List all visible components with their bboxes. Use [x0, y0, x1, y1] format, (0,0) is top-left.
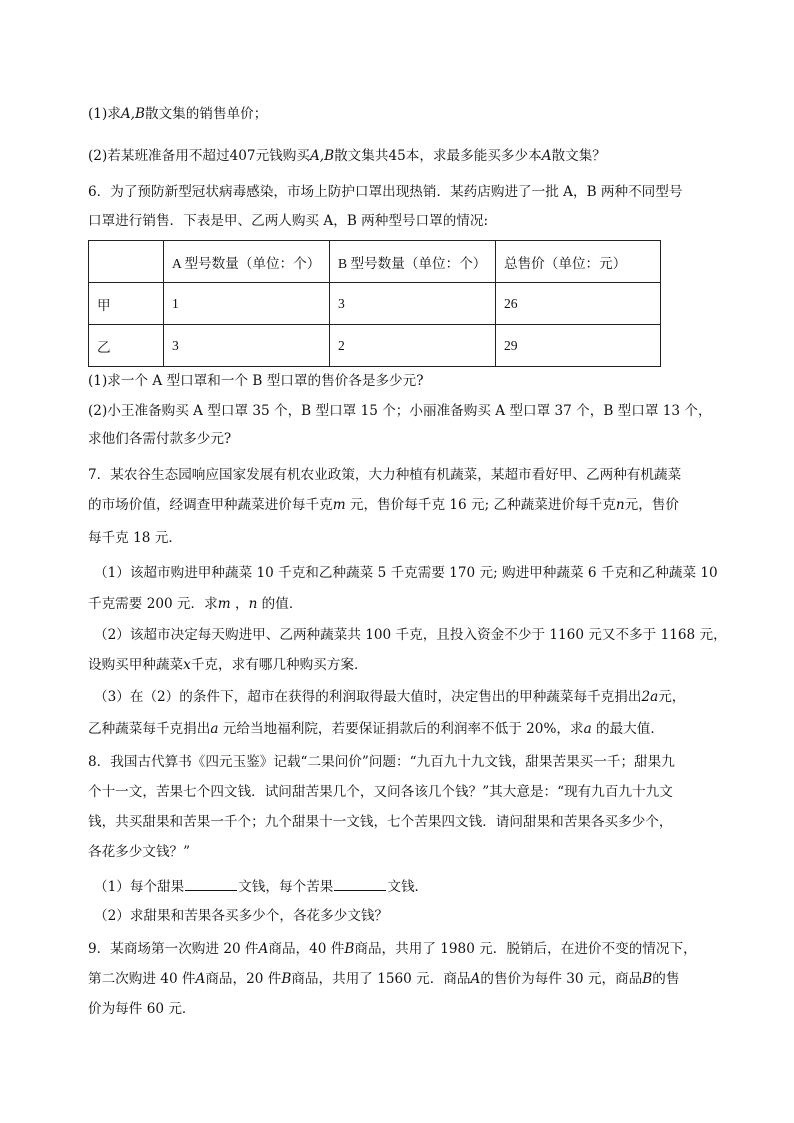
- table-cell: 29: [496, 325, 661, 367]
- math-var: x: [183, 657, 191, 673]
- text: 本，求最多能买多少本: [405, 148, 542, 164]
- math-var: a: [583, 721, 592, 737]
- number: 407: [229, 148, 256, 164]
- table-cell: 1: [164, 283, 330, 325]
- q9-stem-line1: [88, 940, 728, 958]
- text: 散文集的销售单价；: [145, 106, 268, 122]
- text: 的最大值．: [591, 721, 664, 737]
- text: （1）每个甜果: [94, 879, 185, 895]
- text: 散文集共: [334, 148, 389, 164]
- text: 第二次购进 40 件: [88, 971, 196, 987]
- answer-blank[interactable]: [185, 877, 237, 891]
- q7-part3-line1: [94, 688, 734, 706]
- text: 的市场价值，经调查甲种蔬菜进价每千克: [88, 497, 333, 513]
- q8-part1: [94, 877, 734, 896]
- math-var: A: [258, 941, 269, 957]
- q6-table: [88, 240, 661, 367]
- q5-part1: [88, 105, 728, 123]
- q8-stem-line2: 个十一文，苦果七个四文钱．试问甜苦果几个，又问各该几个钱？”其大意是：“现有九百九十九文: [88, 784, 673, 800]
- q8-stem-line4: 各花多少文钱？”: [88, 844, 191, 860]
- text: 的售价为每件 30 元，商品: [480, 971, 643, 987]
- math-var: m: [332, 497, 346, 513]
- q7-part2-line1: （2）该超市决定每天购进甲、乙两种蔬菜共 100 千克，且投入资金不少于 1160 元又不多于 1168 元，: [94, 627, 727, 643]
- table-row: [89, 283, 661, 325]
- math-var: B: [281, 971, 292, 987]
- q6-part2-line2: 求他们各需付款多少元?: [88, 431, 232, 447]
- table-header-cell: 总售价（单位：元）: [496, 241, 661, 283]
- text: 商品，40 件: [268, 941, 345, 957]
- q8-stem-line1: 8．我国古代算书《四元玉鉴》记载“二果问价”问题：“九百九十九文钱，甜果苦果买一千；甜果九: [88, 754, 675, 770]
- q7-part2-line2: [88, 656, 728, 674]
- q7-part1-line1: （1）该超市购进甲种蔬菜 10 千克和乙种蔬菜 5 千克需要 170 元; 购进甲种蔬菜 6 千克和乙种蔬菜 10: [94, 565, 718, 581]
- math-var: n: [248, 596, 258, 612]
- text: 9．某商场第一次购进 20 件: [88, 941, 259, 957]
- number: 45: [388, 148, 406, 164]
- math-var: A,B: [309, 148, 335, 164]
- table-row: [89, 325, 661, 367]
- q6-part1: (1)求一个 A 型口罩和一个 B 型口罩的售价各是多少元?: [88, 373, 424, 389]
- text: (1)求: [88, 106, 121, 122]
- text: 商品，20 件: [205, 971, 282, 987]
- text: (2)若某班准备用不超过: [88, 148, 230, 164]
- text: 设购买甲种蔬菜: [88, 657, 184, 673]
- table-header-cell: A 型号数量（单位：个）: [164, 241, 330, 283]
- math-var: m: [217, 596, 231, 612]
- math-var: A,B: [120, 106, 145, 122]
- table-cell: 甲: [89, 283, 164, 325]
- text: 乙种蔬菜每千克捐出: [88, 721, 211, 737]
- table-cell: 26: [496, 283, 661, 325]
- math-var: B: [344, 941, 355, 957]
- text: 元钱购买: [255, 148, 310, 164]
- q8-part2: （2）求甜果和苦果各买多少个，各花多少文钱？: [94, 908, 389, 924]
- text: 元，售价: [624, 497, 679, 513]
- math-var: n: [615, 497, 625, 513]
- text: 文钱，每个苦果: [238, 879, 334, 895]
- q7-stem-line1: 7．某农谷生态园响应国家发展有机农业政策，大力种植有机蔬菜，某超市看好甲、乙两种有机蔬菜: [88, 467, 682, 483]
- text: （3）在（2）的条件下，超市在获得的利润取得最大值时，决定售出的甲种蔬菜每千克捐出: [94, 689, 642, 705]
- text: 商品，共用了 1980 元．脱销后，在进价不变的情况下，: [354, 941, 697, 957]
- text: 元给当地福利院，若要保证捐款后的利润率不低于 20%，求: [218, 721, 584, 737]
- text: 散文集？: [551, 148, 606, 164]
- math-var: a: [210, 721, 219, 737]
- table-cell: 乙: [89, 325, 164, 367]
- text: ，: [230, 596, 249, 612]
- text: 文钱．: [387, 879, 429, 895]
- math-var: A: [470, 971, 481, 987]
- table-header-row: [89, 241, 661, 283]
- math-var: B: [642, 971, 653, 987]
- q9-stem-line2: [88, 970, 728, 988]
- q6-stem-line1: 6．为了预防新型冠状病毒感染，市场上防护口罩出现热销．某药店购进了一批 A，B 两种不同型号: [88, 184, 683, 200]
- q7-part1-line2: [88, 595, 728, 613]
- text: 元，: [658, 689, 686, 705]
- table-cell: 3: [164, 325, 330, 367]
- math-var: A: [195, 971, 206, 987]
- text: 的售: [652, 971, 680, 987]
- table-header-cell: B 型号数量（单位：个）: [330, 241, 496, 283]
- q5-part2: [88, 147, 728, 165]
- answer-blank[interactable]: [334, 877, 386, 891]
- table-header-cell: [89, 241, 164, 283]
- text: 商品，共用了 1560 元．商品: [291, 971, 471, 987]
- table-cell: 2: [330, 325, 496, 367]
- q6-part2-line1: (2)小王准备购买 A 型口罩 35 个，B 型口罩 15 个；小丽准备购买 A 型口罩 37 个，B 型口罩 13 个，: [88, 403, 712, 419]
- q8-stem-line3: 钱，共买甜果和苦果一千个；九个甜果十一文钱，七个苦果四文钱．请问甜果和苦果各买多少个，: [88, 814, 673, 830]
- q7-stem-line2: [88, 496, 728, 514]
- math-var: 2a: [641, 689, 659, 705]
- text: 元，售价每千克 16 元; 乙种蔬菜进价每千克: [345, 497, 616, 513]
- q6-stem-line2: 口罩进行销售．下表是甲、乙两人购买 A，B 两种型号口罩的情况:: [88, 213, 489, 229]
- q9-stem-line3: 价为每件 60 元．: [88, 1001, 196, 1017]
- q7-stem-line3: 每千克 18 元．: [88, 530, 182, 546]
- text: 千克，求有哪几种购买方案．: [190, 657, 368, 673]
- text: 的值．: [257, 596, 303, 612]
- q7-part3-line2: [88, 720, 728, 738]
- text: 千克需要 200 元．求: [88, 596, 218, 612]
- table-cell: 3: [330, 283, 496, 325]
- math-var: A: [541, 148, 552, 164]
